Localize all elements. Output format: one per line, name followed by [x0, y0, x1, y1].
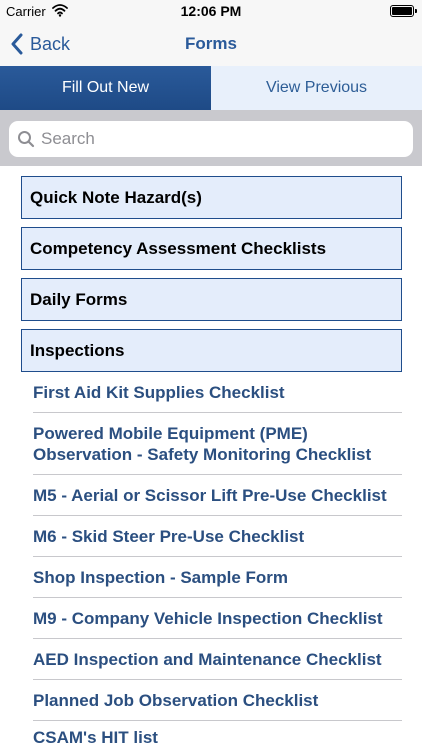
- list-item-m9-vehicle[interactable]: M9 - Company Vehicle Inspection Checklist: [33, 598, 402, 639]
- navigation-bar: [0, 22, 422, 66]
- magnifier-icon: [17, 130, 35, 148]
- search-field[interactable]: [9, 121, 413, 157]
- status-bar: [0, 0, 422, 22]
- search-bar-container: [0, 110, 422, 166]
- battery-icon: [390, 5, 414, 17]
- section-daily-forms[interactable]: Daily Forms: [21, 278, 402, 321]
- battery-fill: [392, 7, 412, 15]
- list-item-csam-hit-list[interactable]: CSAM's HIT list: [33, 727, 158, 747]
- list-item-aed-inspection[interactable]: AED Inspection and Maintenance Checklist: [33, 639, 402, 680]
- list-item-planned-job-observation[interactable]: Planned Job Observation Checklist: [33, 680, 402, 721]
- back-button[interactable]: [10, 31, 70, 57]
- battery-nub: [415, 9, 417, 13]
- tab-view-previous[interactable]: View Previous: [211, 66, 422, 110]
- list-item-first-aid-kit[interactable]: First Aid Kit Supplies Checklist: [33, 372, 402, 413]
- list-item-m6-skid-steer[interactable]: M6 - Skid Steer Pre-Use Checklist: [33, 516, 402, 557]
- carrier-label: Carrier: [6, 4, 46, 19]
- list-item-shop-inspection[interactable]: Shop Inspection - Sample Form: [33, 557, 402, 598]
- status-time: 12:06 PM: [180, 3, 242, 19]
- tab-fill-out-new[interactable]: Fill Out New: [0, 66, 211, 110]
- list-item-m5-aerial-lift[interactable]: M5 - Aerial or Scissor Lift Pre-Use Checklist: [33, 475, 402, 516]
- page-title: Forms: [185, 34, 237, 53]
- section-inspections[interactable]: Inspections: [21, 329, 402, 372]
- chevron-left-icon: [10, 33, 24, 55]
- section-quick-note-hazards[interactable]: Quick Note Hazard(s): [21, 176, 402, 219]
- segmented-tabs: [0, 66, 422, 110]
- section-competency-assessment[interactable]: Competency Assessment Checklists: [21, 227, 402, 270]
- list-item-pme-observation[interactable]: Powered Mobile Equipment (PME) Observation - Safety Monitoring Checklist: [33, 413, 402, 475]
- back-label: Back: [30, 33, 71, 54]
- search-input[interactable]: [41, 129, 401, 149]
